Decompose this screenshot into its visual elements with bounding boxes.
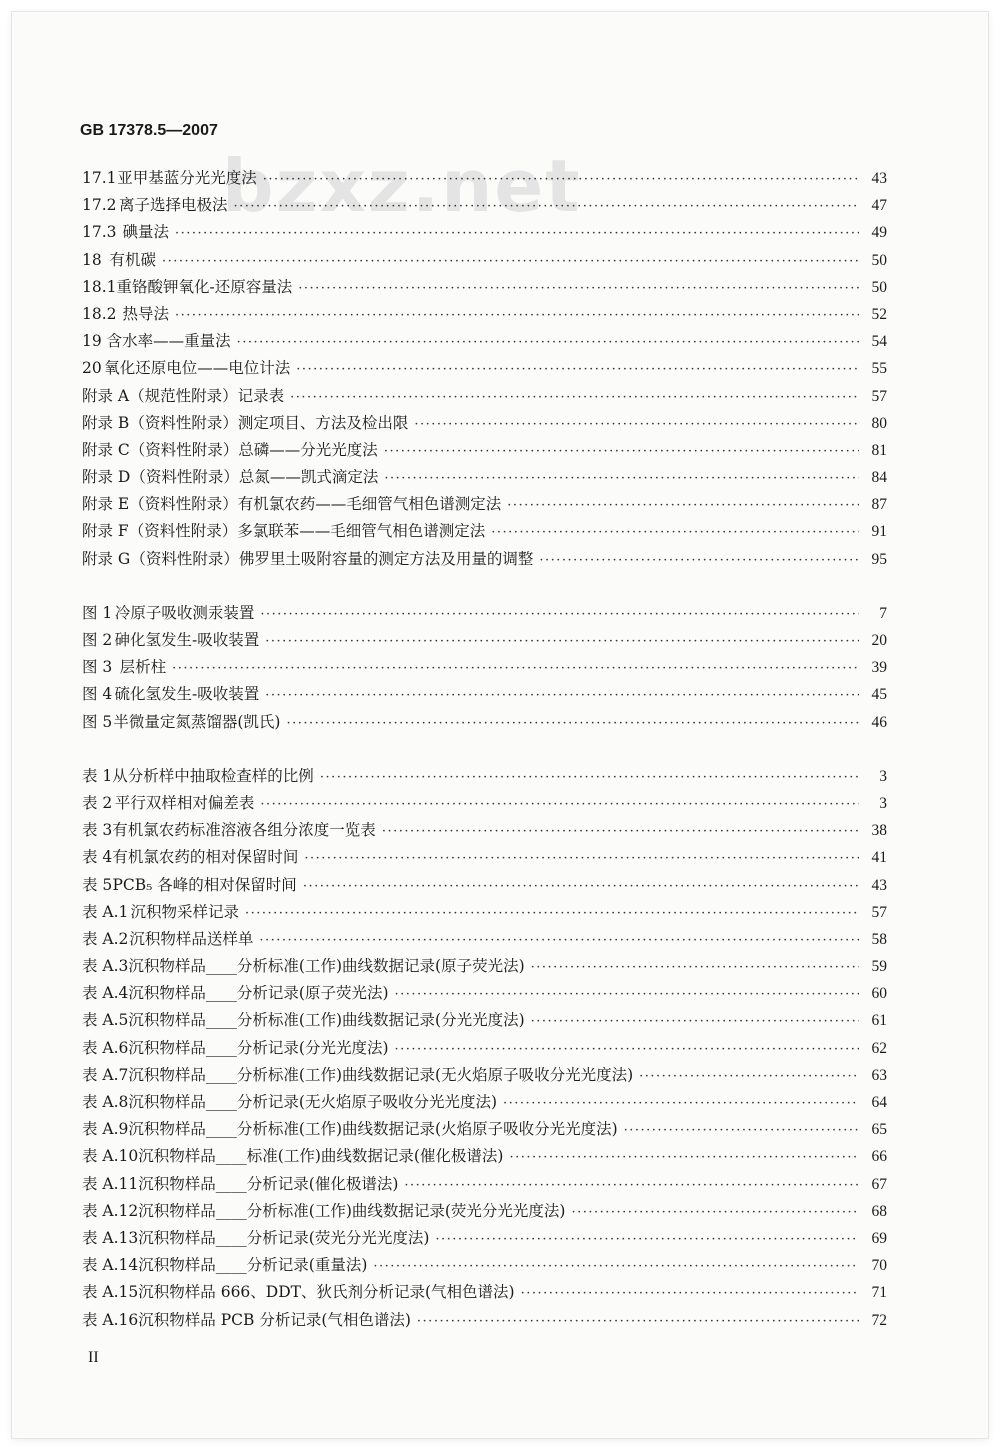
- standard-code: GB 17378.5—2007: [80, 122, 218, 139]
- dot-leader: [624, 1117, 859, 1144]
- toc-entry[interactable]: [82, 219, 887, 246]
- toc-entry-title: 沉积物样品____分析记录(催化极谱法): [138, 1174, 399, 1193]
- toc-entry-number: 表 2: [82, 793, 113, 812]
- toc-entry-title: 从分析样中抽取检查样的比例: [112, 766, 314, 785]
- toc-entry-number: 表 A.15: [82, 1283, 139, 1302]
- dot-leader: [265, 628, 859, 655]
- toc-entry-page: 59: [871, 958, 887, 976]
- document-page: [12, 12, 988, 1438]
- toc-entry-number: 附录 D: [82, 468, 131, 487]
- toc-entry[interactable]: [82, 546, 887, 573]
- toc-entry[interactable]: [82, 1279, 887, 1306]
- dot-leader: [404, 1172, 859, 1199]
- toc-entry-title: 沉积物样品 666、DDT、狄氏剂分析记录(气相色谱法): [138, 1283, 515, 1302]
- toc-entry-title: 沉积物样品____分析标准(工作)曲线数据记录(火焰原子吸收分光光度法): [128, 1120, 618, 1139]
- dot-leader: [384, 465, 859, 492]
- dot-leader: [435, 1226, 859, 1253]
- toc-entry-number: 表 A.2: [82, 929, 129, 948]
- toc-entry-page: 52: [871, 305, 887, 323]
- toc-entry-page: 20: [871, 632, 887, 649]
- dot-leader: [503, 1090, 859, 1117]
- toc-entry-title: 沉积物样品____分析标准(工作)曲线数据记录(分光光度法): [128, 1011, 525, 1030]
- toc-entry-number: 表 A.8: [82, 1093, 129, 1111]
- toc-entry-number: 表 5: [82, 875, 113, 894]
- toc-entry-number: 17.2: [82, 196, 117, 215]
- toc-entry-page: 67: [871, 1175, 887, 1193]
- toc-entry-title: 沉积物样品____分析记录(重量法): [138, 1256, 368, 1275]
- toc-entry-title: 砷化氢发生-吸收装置: [114, 631, 260, 649]
- dot-leader: [175, 302, 859, 329]
- toc-entry-number: 附录 G: [82, 549, 131, 568]
- toc-entry-title: 沉积物样品____分析标准(工作)曲线数据记录(原子荧光法): [128, 957, 525, 976]
- watermark: bzxz.net: [222, 144, 582, 228]
- dot-leader: [539, 547, 859, 574]
- dot-leader: [290, 384, 859, 411]
- toc-entry[interactable]: [82, 980, 887, 1007]
- dot-leader: [521, 1280, 859, 1307]
- toc-entry-title: 重铬酸钾氧化-还原容量法: [116, 277, 293, 296]
- toc-entry-page: 49: [871, 224, 887, 242]
- toc-entry-title: （资料性附录）测定项目、方法及检出限: [129, 413, 409, 432]
- dot-leader: [237, 329, 859, 356]
- toc-entry-title: 沉积物样品____分析记录(无火焰原子吸收分光光度法): [128, 1093, 498, 1111]
- dot-leader: [260, 791, 859, 818]
- toc-entry-page: 54: [871, 333, 887, 351]
- toc-entry[interactable]: [82, 1307, 887, 1334]
- toc-entry-page: 91: [871, 523, 887, 541]
- toc-entry-page: 69: [871, 1229, 887, 1247]
- dot-leader: [265, 682, 859, 709]
- toc-entry-page: 80: [871, 414, 887, 432]
- toc-entry-title: 半微量定氮蒸馏器(凯氏): [113, 712, 281, 731]
- dot-leader: [286, 710, 859, 737]
- toc-entry[interactable]: [82, 654, 887, 681]
- dot-leader: [395, 981, 859, 1008]
- dot-leader: [245, 900, 859, 927]
- toc-entry-title: （资料性附录）佛罗里土吸附容量的测定方法及用量的调整: [130, 549, 534, 568]
- toc-entry-number: 表 A.6: [82, 1038, 129, 1057]
- toc-entry-number: 17.3: [82, 223, 117, 242]
- dot-leader: [507, 492, 859, 519]
- dot-leader: [296, 356, 859, 383]
- toc-entry-page: 45: [871, 686, 887, 704]
- toc-section: [82, 763, 887, 1334]
- toc-entry-page: 47: [871, 197, 887, 215]
- toc-entry-title: 沉积物样品____分析标准(工作)曲线数据记录(无火焰原子吸收分光光度法): [128, 1065, 634, 1084]
- toc-entry-title: （资料性附录）有机氯农药——毛细管气相色谱测定法: [129, 495, 502, 514]
- toc-entry[interactable]: [82, 1116, 887, 1143]
- toc-entry[interactable]: [82, 817, 887, 844]
- toc-entry-title: 有机氯农药的相对保留时间: [112, 848, 299, 867]
- dot-leader: [304, 845, 859, 872]
- toc-entry[interactable]: [82, 899, 887, 926]
- toc-entry[interactable]: [82, 274, 887, 301]
- dot-leader: [531, 954, 859, 981]
- toc-entry-number: 表 3: [82, 821, 113, 840]
- toc-entry-page: 72: [871, 1311, 887, 1329]
- toc-entry[interactable]: [82, 301, 887, 328]
- toc-entry[interactable]: [82, 790, 887, 817]
- dot-leader: [531, 1008, 859, 1035]
- toc-entry-number: 表 A.14: [82, 1256, 139, 1275]
- toc-entry-title: 沉积物样品____分析记录(分光光度法): [128, 1038, 389, 1057]
- toc-entry[interactable]: [82, 192, 887, 219]
- dot-leader: [491, 519, 859, 546]
- toc-entry[interactable]: [82, 1198, 887, 1225]
- toc-entry-number: 表 A.13: [82, 1228, 139, 1247]
- toc-entry-page: 68: [871, 1202, 887, 1220]
- toc-entry-page: 63: [871, 1066, 887, 1084]
- dot-leader: [298, 275, 859, 302]
- dot-leader: [414, 411, 859, 438]
- toc-entry[interactable]: [82, 627, 887, 654]
- toc-entry[interactable]: [82, 681, 887, 708]
- toc-entry-title: 冷原子吸收测汞装置: [114, 603, 255, 622]
- toc-entry-page: 41: [871, 849, 887, 867]
- toc-entry-page: 95: [871, 550, 887, 568]
- toc-entry-number: 表 4: [82, 848, 113, 867]
- toc-entry-page: 46: [871, 713, 887, 731]
- toc-entry-title: 离子选择电极法: [119, 196, 228, 215]
- dot-leader: [571, 1199, 859, 1226]
- toc-entry[interactable]: [82, 464, 887, 491]
- toc-entry[interactable]: [82, 600, 887, 627]
- toc-entry-number: 图 4: [82, 685, 113, 704]
- toc-entry-number: 表 A.9: [82, 1120, 129, 1139]
- toc-entry-number: 附录 F: [82, 522, 129, 541]
- toc-entry-number: 表 A.4: [82, 984, 129, 1003]
- toc-entry[interactable]: [82, 872, 887, 899]
- toc-entry-page: 87: [871, 496, 887, 514]
- dot-leader: [384, 438, 859, 465]
- toc-entry-page: 43: [871, 876, 887, 894]
- toc-entry-page: 70: [871, 1257, 887, 1275]
- toc-entry[interactable]: [82, 953, 887, 980]
- dot-leader: [263, 166, 859, 193]
- toc-entry-title: 平行双样相对偏差表: [114, 793, 255, 812]
- toc-entry-page: 62: [871, 1039, 887, 1057]
- toc-entry-number: 附录 A: [82, 386, 130, 405]
- toc-entry[interactable]: [82, 844, 887, 871]
- toc-entry-title: 沉积物样品____分析记录(原子荧光法): [128, 984, 389, 1003]
- toc-entry-number: 附录 E: [82, 495, 130, 514]
- toc-entry-page: 3: [879, 794, 887, 812]
- toc-entry-page: 66: [871, 1148, 887, 1166]
- toc-entry[interactable]: [82, 1143, 887, 1170]
- dot-leader: [260, 601, 859, 628]
- toc-entry[interactable]: [82, 328, 887, 355]
- dot-leader: [234, 193, 859, 220]
- section-gap: [82, 736, 887, 763]
- toc-entry-page: 57: [871, 903, 887, 921]
- toc-entry-page: 3: [879, 767, 887, 785]
- toc-entry-number: 图 2: [82, 631, 113, 649]
- dot-leader: [417, 1308, 859, 1335]
- toc-entry-number: 19: [82, 332, 102, 351]
- toc-entry-title: （资料性附录）总氮——凯式滴定法: [130, 468, 379, 487]
- dot-leader: [509, 1144, 859, 1171]
- toc-entry-number: 图 1: [82, 603, 113, 622]
- toc-entry[interactable]: [82, 1062, 887, 1089]
- dot-leader: [382, 818, 859, 845]
- dot-leader: [373, 1253, 859, 1280]
- toc-entry-number: 表 A.1: [82, 902, 129, 921]
- toc-entry-page: 39: [871, 659, 887, 677]
- toc-entry-title: 热导法: [122, 304, 169, 323]
- toc-entry[interactable]: [82, 437, 887, 464]
- toc-entry-number: 18.2: [82, 304, 117, 323]
- toc-entry-page: 71: [871, 1284, 887, 1302]
- toc-entry[interactable]: [82, 763, 887, 790]
- toc-entry-title: 有机氯农药标准溶液各组分浓度一览表: [112, 821, 376, 840]
- toc-entry-title: 层析柱: [119, 658, 167, 677]
- toc-entry-title: 亚甲基蓝分光光度法: [117, 169, 257, 187]
- toc-entry-page: 38: [871, 822, 887, 840]
- toc-entry-page: 57: [871, 387, 887, 405]
- toc-section: [82, 600, 887, 736]
- toc-entry[interactable]: [82, 1007, 887, 1034]
- dot-leader: [320, 764, 859, 791]
- toc-entry-number: 图 5: [82, 712, 113, 731]
- toc-entry-page: 81: [871, 441, 887, 459]
- toc-entry-page: 61: [871, 1012, 887, 1030]
- toc-entry-title: （资料性附录）总磷——分光光度法: [129, 440, 378, 459]
- toc-entry-title: PCB₅ 各峰的相对保留时间: [112, 875, 297, 894]
- toc-entry-title: 含水率——重量法: [106, 332, 231, 351]
- toc-entry-page: 50: [871, 278, 887, 296]
- toc-section: [82, 165, 887, 573]
- toc-entry-page: 43: [871, 170, 887, 187]
- dot-leader: [303, 873, 859, 900]
- toc-entry-number: 表 A.12: [82, 1201, 139, 1220]
- toc-entry-title: （规范性附录）记录表: [129, 386, 285, 405]
- toc-entry-title: 硫化氢发生-吸收装置: [114, 685, 260, 704]
- toc-entry-number: 17.1: [82, 169, 117, 187]
- toc-entry-page: 84: [871, 469, 887, 487]
- toc-entry-title: 碘量法: [122, 223, 169, 242]
- dot-leader: [172, 655, 859, 682]
- table-of-contents: [82, 165, 887, 1334]
- toc-entry-page: 60: [871, 985, 887, 1003]
- toc-entry-number: 附录 B: [82, 413, 130, 432]
- toc-entry-number: 18.1: [82, 277, 117, 296]
- toc-entry-number: 表 A.16: [82, 1310, 139, 1329]
- dot-leader: [175, 220, 859, 247]
- dot-leader: [639, 1063, 859, 1090]
- toc-entry-page: 55: [871, 360, 887, 378]
- toc-entry-title: 有机碳: [109, 250, 157, 269]
- toc-entry-number: 附录 C: [82, 440, 130, 459]
- toc-entry-title: 沉积物样品送样单: [129, 929, 254, 948]
- toc-entry[interactable]: [82, 247, 887, 274]
- toc-entry[interactable]: [82, 518, 887, 545]
- toc-entry[interactable]: [82, 1089, 887, 1116]
- toc-entry-number: 表 A.11: [82, 1174, 139, 1193]
- dot-leader: [259, 927, 859, 954]
- toc-entry-number: 表 A.7: [82, 1065, 129, 1084]
- toc-entry[interactable]: [82, 1225, 887, 1252]
- toc-entry-number: 表 A.10: [82, 1147, 139, 1166]
- toc-entry-page: 64: [871, 1094, 887, 1111]
- toc-entry-title: 沉积物样品 PCB 分析记录(气相色谱法): [138, 1310, 411, 1329]
- toc-entry[interactable]: [82, 383, 887, 410]
- toc-entry[interactable]: [82, 709, 887, 736]
- toc-entry-title: 沉积物样品____标准(工作)曲线数据记录(催化极谱法): [138, 1147, 504, 1166]
- toc-entry-title: 沉积物采样记录: [130, 902, 239, 921]
- toc-entry-page: 50: [871, 251, 887, 269]
- toc-entry-number: 表 1: [82, 766, 113, 785]
- toc-entry-title: 沉积物样品____分析记录(荧光分光光度法): [138, 1228, 430, 1247]
- toc-entry-page: 65: [871, 1121, 887, 1139]
- toc-entry[interactable]: [82, 1171, 887, 1198]
- toc-entry-page: 58: [871, 930, 887, 948]
- toc-entry-page: 7: [879, 604, 887, 622]
- toc-entry[interactable]: [82, 410, 887, 437]
- toc-entry-number: 表 A.3: [82, 957, 129, 976]
- toc-entry-title: 氧化还原电位——电位计法: [104, 359, 291, 378]
- toc-entry[interactable]: [82, 1035, 887, 1062]
- toc-entry[interactable]: [82, 165, 887, 192]
- toc-entry-number: 18: [82, 250, 102, 269]
- toc-entry-title: （资料性附录）多氯联苯——毛细管气相色谱测定法: [128, 522, 486, 541]
- toc-entry-number: 表 A.5: [82, 1011, 129, 1030]
- toc-entry-title: 沉积物样品____分析标准(工作)曲线数据记录(荧光分光光度法): [138, 1201, 566, 1220]
- toc-entry[interactable]: [82, 1252, 887, 1279]
- dot-leader: [395, 1036, 859, 1063]
- toc-entry[interactable]: [82, 355, 887, 382]
- section-gap: [82, 573, 887, 600]
- toc-entry-number: 20: [82, 359, 102, 378]
- footer-page-number: II: [88, 1349, 99, 1366]
- toc-entry[interactable]: [82, 926, 887, 953]
- dot-leader: [162, 248, 859, 275]
- toc-entry[interactable]: [82, 491, 887, 518]
- toc-entry-number: 图 3: [82, 658, 113, 677]
